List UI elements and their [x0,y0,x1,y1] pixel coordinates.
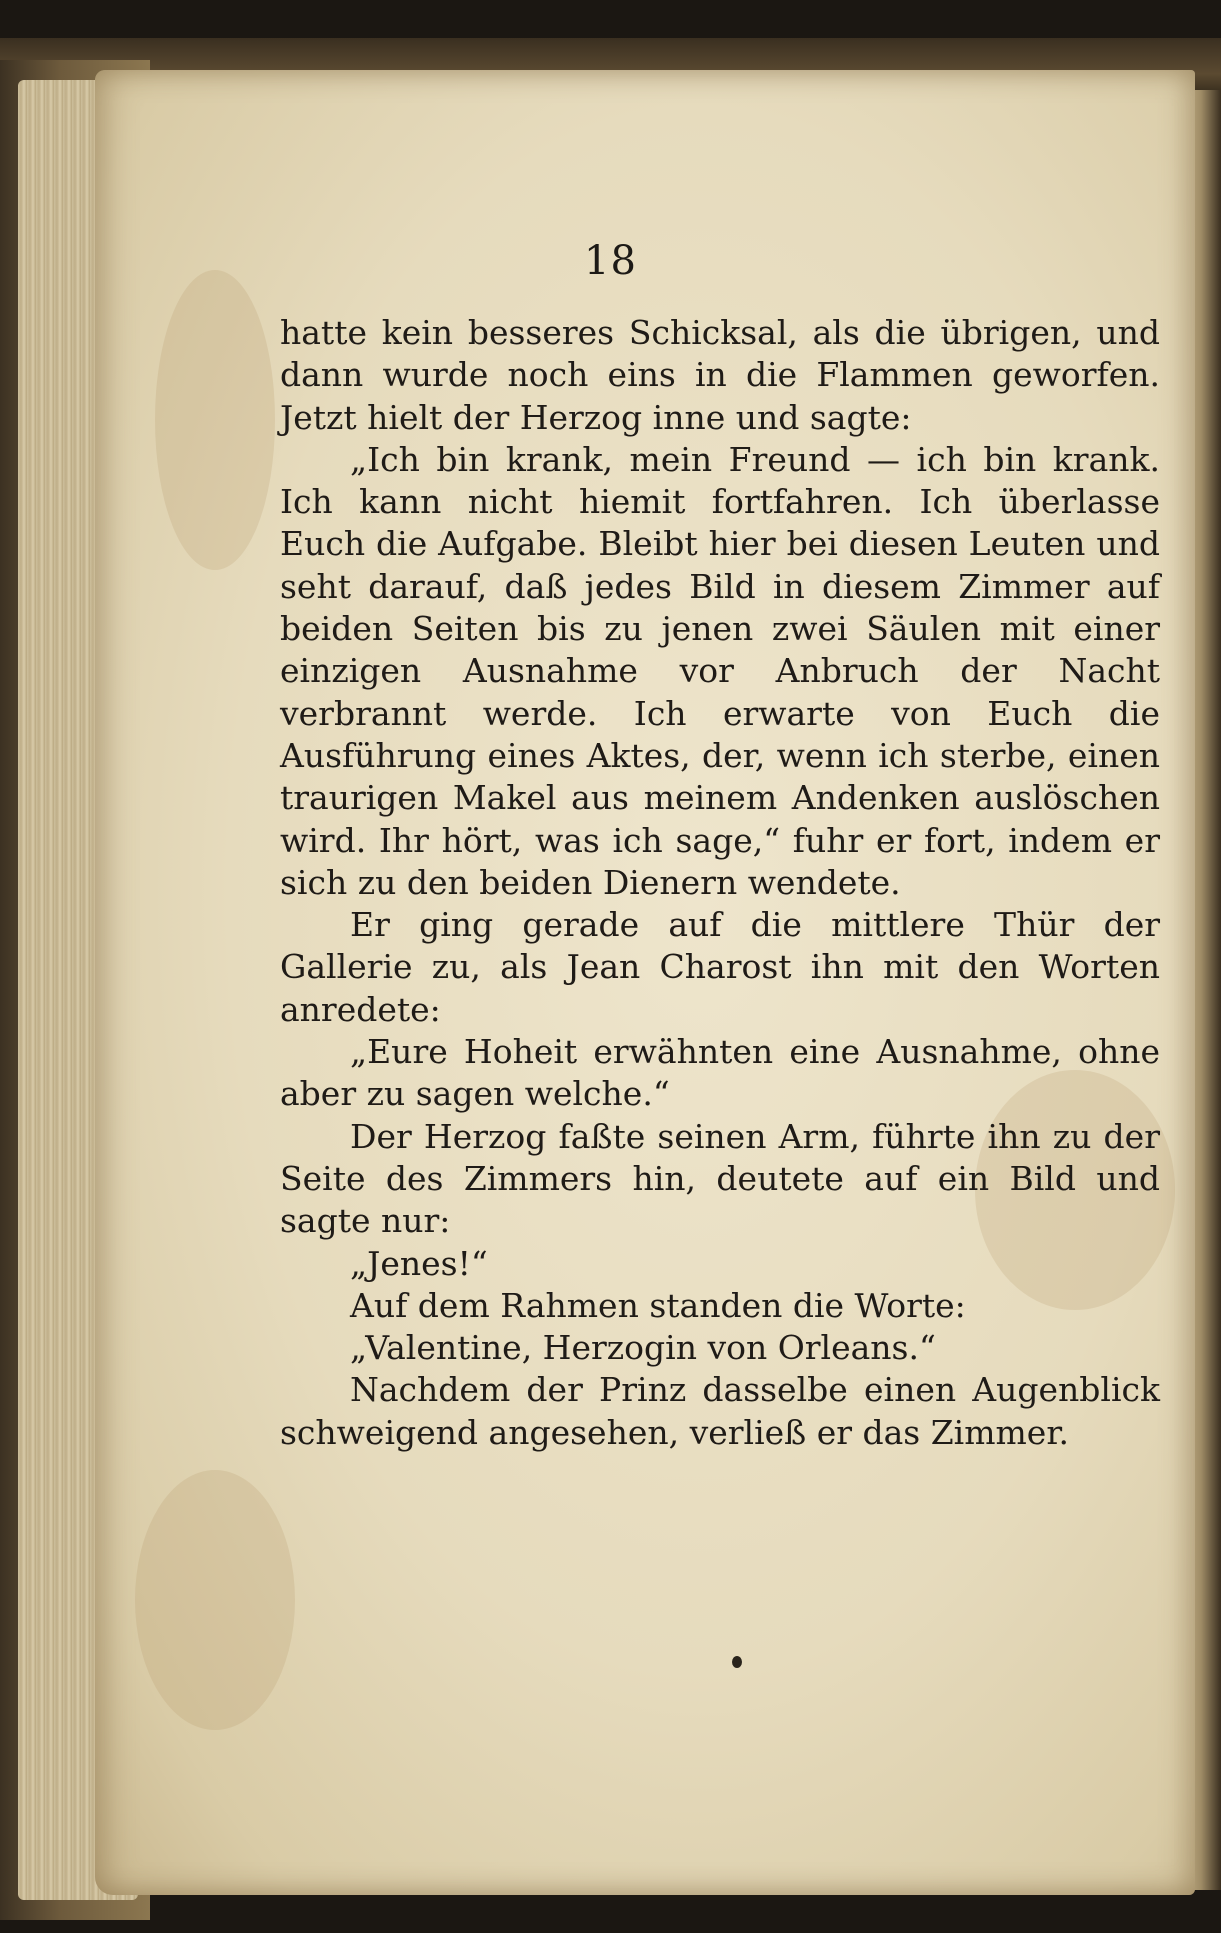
paragraph: hatte kein besseres Schicksal, als die übrigen, und dann wurde noch eins in die Flammen geworfen. Jetzt hielt der Herzog inne und sagte: [280,313,1160,437]
ink-spot [732,1656,742,1668]
paragraph: „Jenes!“ [350,1243,488,1283]
paper-stain [135,1470,295,1730]
paragraph: „Ich bin krank, mein Freund — ich bin krank. Ich kann nicht hiemit fortfahren. Ich überlasse Euch die Aufgabe. Bleibt hier bei diesen Leuten und seht darauf, daß jedes Bild in diesem Zimmer auf beiden Seiten bis zu jenen zwei Säulen mit einer einzigen Ausnahme vor Anbruch der Nacht verbrannt werde. Ich erwarte von Euch die Ausführung eines Aktes, der, wenn ich sterbe, einen traurigen Makel aus meinem Andenken auslöschen wird. Ihr hört, was ich sage,“ fuhr er fort, indem er sich zu den beiden Dienern wendete. [280,439,1160,902]
paragraph: Der Herzog faßte seinen Arm, führte ihn zu der Seite des Zimmers hin, deutete auf ein Bild und sagte nur: [280,1116,1160,1241]
paragraph: Er ging gerade auf die mittlere Thür der Gallerie zu, als Jean Charost ihn mit den Worten anredete: [280,905,1160,1029]
page-body-text [280,312,1160,1454]
paragraph: Auf dem Rahmen standen die Worte: [350,1285,966,1325]
paragraph: „Valentine, Herzogin von Orleans.“ [350,1328,936,1368]
paragraph: Nachdem der Prinz dasselbe einen Augenblick schweigend angesehen, verließ er das Zimmer. [280,1370,1160,1452]
paragraph: „Eure Hoheit erwähnten eine Ausnahme, ohne aber zu sagen welche.“ [280,1032,1160,1114]
paper-stain [155,270,275,570]
page-number: 18 [584,238,637,284]
